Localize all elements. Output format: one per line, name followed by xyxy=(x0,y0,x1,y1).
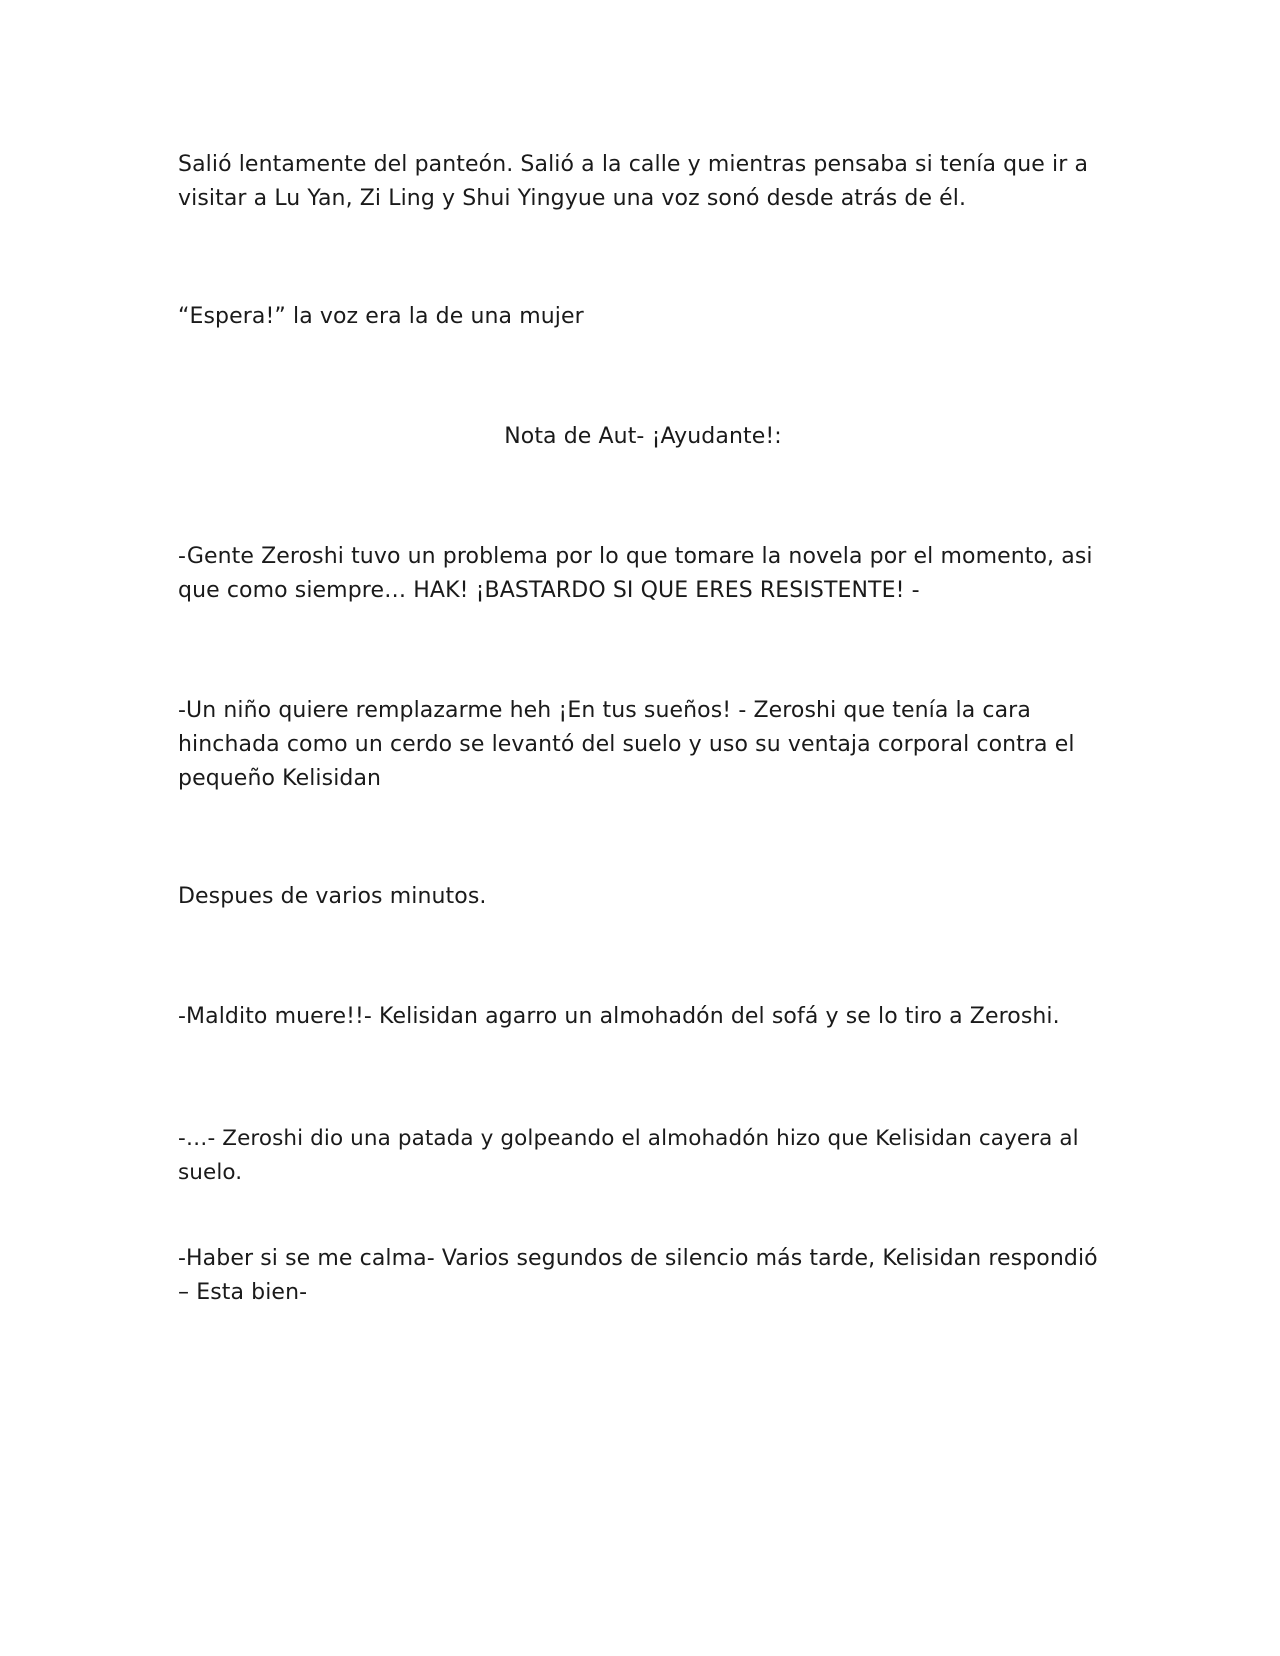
paragraph-2: “Espera!” la voz era la de una mujer xyxy=(178,304,584,329)
paragraph-4: -Gente Zeroshi tuvo un problema por lo que tomare la novela por el momento, asi que como siempre… HAK! ¡BASTARDO SI QUE ERES RESISTENTE! - xyxy=(178,544,1093,603)
paragraph-6: Despues de varios minutos. xyxy=(178,884,487,909)
paragraph-8: -…- Zeroshi dio una patada y golpeando el almohadón hizo que Kelisidan cayera al suelo. xyxy=(178,1126,1079,1185)
paragraph-5: -Un niño quiere remplazarme heh ¡En tus sueños! - Zeroshi que tenía la cara hinchada como un cerdo se levantó del suelo y uso su ventaja corporal contra el pequeño Kelisidan xyxy=(178,698,1075,791)
paragraph-7: -Maldito muere!!- Kelisidan agarro un almohadón del sofá y se lo tiro a Zeroshi. xyxy=(178,1004,1060,1029)
paragraph-1: Salió lentamente del panteón. Salió a la calle y mientras pensaba si tenía que ir a visitar a Lu Yan, Zi Ling y Shui Yingyue una voz sonó desde atrás de él. xyxy=(178,152,1089,211)
author-note-heading: Nota de Aut- ¡Ayudante!: xyxy=(504,424,782,449)
paragraph-9: -Haber si se me calma- Varios segundos de silencio más tarde, Kelisidan respondió – Esta bien- xyxy=(178,1246,1098,1305)
